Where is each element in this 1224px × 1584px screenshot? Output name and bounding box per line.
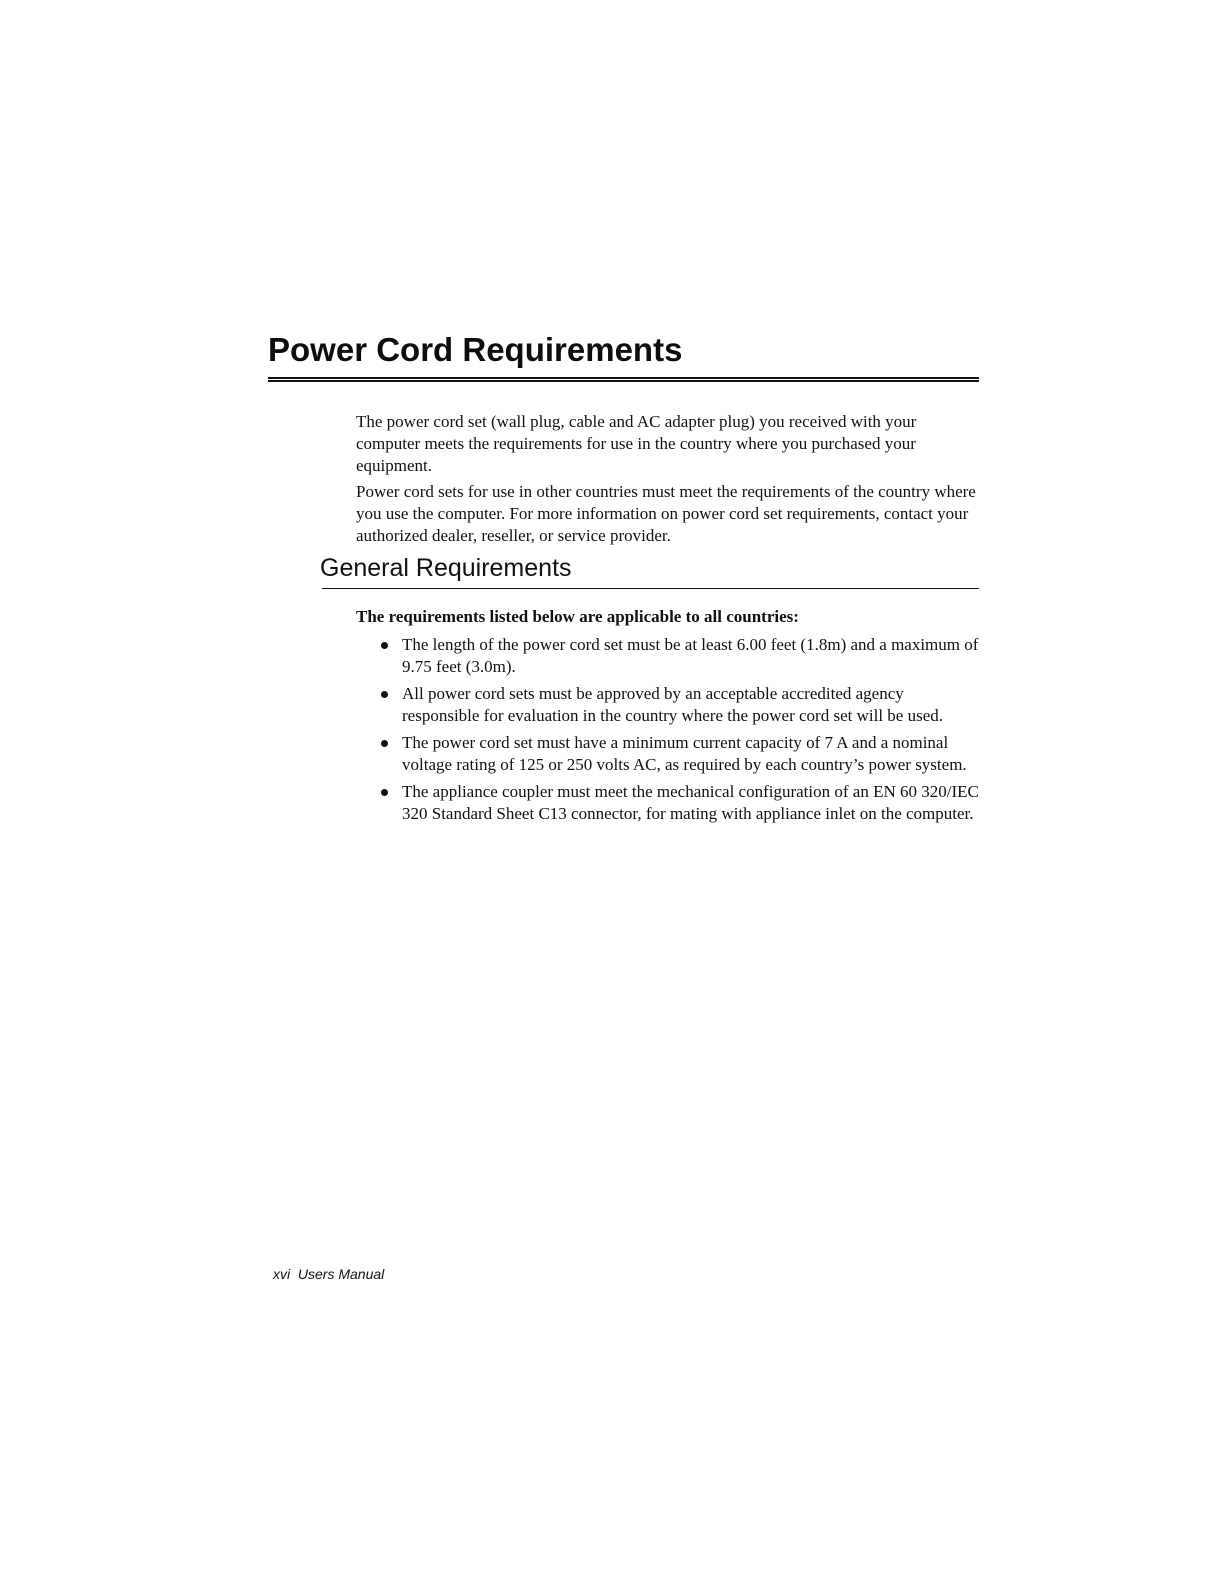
requirements-list — [380, 634, 985, 830]
list-item-text: The power cord set must have a minimum current capacity of 7 A and a nominal voltage rating of 125 or 250 volts AC, as required by each country’s power system. — [402, 733, 967, 774]
requirements-lead-in: The requirements listed below are applicable to all countries: — [356, 607, 799, 626]
page-title: Power Cord Requirements — [268, 331, 683, 368]
list-item — [380, 732, 985, 776]
list-item-text: All power cord sets must be approved by an acceptable accredited agency responsible for evaluation in the country where the power cord set will be used. — [402, 684, 944, 725]
intro-paragraph-1 — [356, 411, 980, 477]
bullet-icon — [381, 642, 388, 649]
bullet-icon — [381, 691, 388, 698]
page-footer — [273, 1265, 384, 1283]
list-item-text: The appliance coupler must meet the mechanical configuration of an EN 60 320/IEC 320 Standard Sheet C13 connector, for mating with appliance inlet on the computer. — [402, 782, 979, 823]
list-item-text: The length of the power cord set must be at least 6.00 feet (1.8m) and a maximum of 9.75 feet (3.0m). — [402, 635, 979, 676]
manual-title: Users Manual — [297, 1266, 385, 1282]
bullet-icon — [381, 740, 388, 747]
section-heading: General Requirements — [320, 554, 572, 582]
list-item — [380, 781, 985, 825]
list-item — [380, 634, 985, 678]
page-number: xvi — [273, 1266, 291, 1282]
list-item — [380, 683, 985, 727]
intro-paragraph-2 — [356, 481, 980, 547]
section-rule — [322, 588, 979, 589]
bullet-icon — [381, 789, 388, 796]
title-double-rule — [268, 377, 979, 382]
intro-paragraph-text: Power cord sets for use in other countries must meet the requirements of the country where you use the computer. For more information on power cord set requirements, contact your authorized dealer, reseller, or service provider. — [356, 482, 976, 545]
intro-paragraph-text: The power cord set (wall plug, cable and AC adapter plug) you received with your computer meets the requirements for use in the country where you purchased your equipment. — [356, 412, 917, 475]
